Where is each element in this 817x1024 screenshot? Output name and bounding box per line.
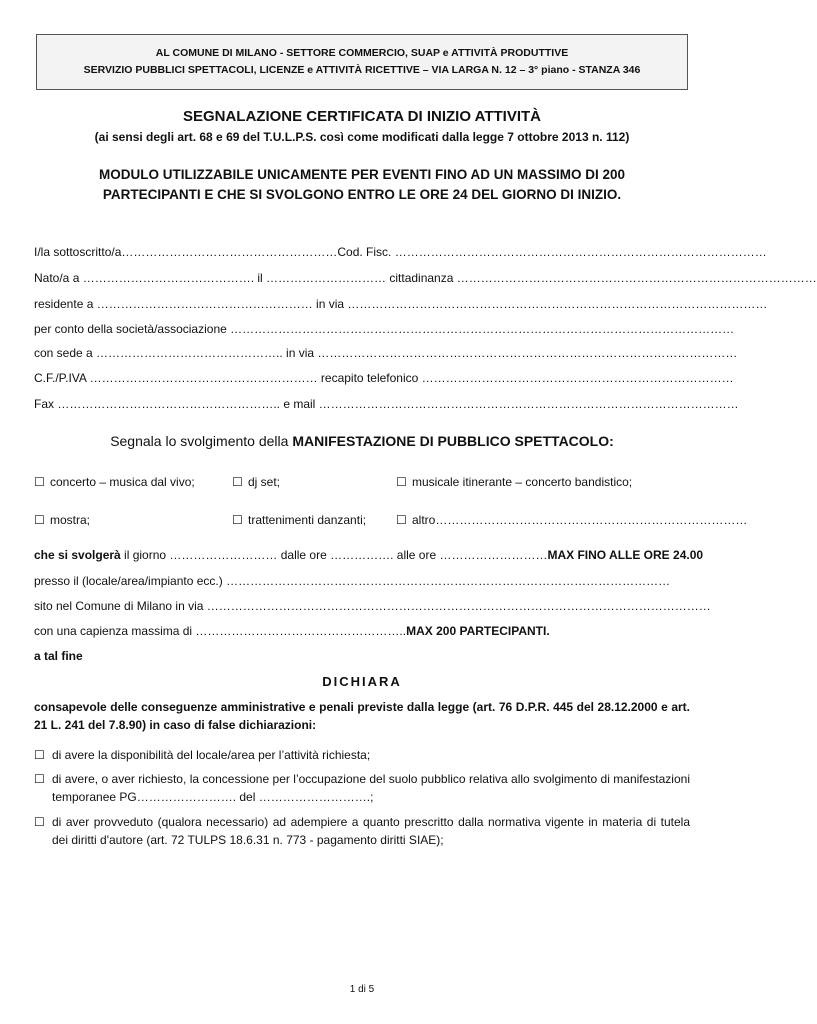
- field-svolgimento[interactable]: [34, 546, 704, 564]
- checkbox-icon[interactable]: ☐: [34, 772, 45, 786]
- capienza-text: con una capienza massima di ……………………………………………..: [34, 624, 407, 638]
- modulo-notice-line1: MODULO UTILIZZABILE UNICAMENTE PER EVENTI FINO AD UN MASSIMO DI 200: [98, 167, 626, 182]
- dichiara-item-1[interactable]: [34, 746, 690, 764]
- consapevole-paragraph: consapevole delle conseguenze amministrative e penali previste dalla legge (art. 76 D.P.R. 445 del 28.12.2000 e art. 21 L. 241 del 7.8.90) in caso di false dichiarazioni:: [34, 700, 690, 732]
- option-musicale[interactable]: [396, 475, 632, 489]
- field-sito[interactable]: sito nel Comune di Milano in via ………………………………………………………………………………………………………………: [34, 599, 711, 613]
- checkbox-icon[interactable]: ☐: [34, 815, 45, 829]
- document-title: SEGNALAZIONE CERTIFICATA DI INIZIO ATTIVITÀ: [182, 108, 542, 125]
- document-subtitle: (ai sensi degli art. 68 e 69 del T.U.L.P.S. così come modificati dalla legge 7 ottobre 2013 n. 112): [94, 130, 630, 144]
- option-trattenimenti[interactable]: [232, 513, 366, 527]
- field-fax-email[interactable]: Fax ……………………………………………….. e mail ……………………………………………………………………………………………: [34, 397, 739, 411]
- option-mostra[interactable]: [34, 513, 90, 527]
- office-header-box: [36, 34, 688, 90]
- segnala-heading: [0, 433, 724, 449]
- checkbox-icon[interactable]: ☐: [34, 748, 45, 762]
- field-conto[interactable]: per conto della società/associazione ………………………………………………………………………………………………………………: [34, 322, 735, 336]
- option-concerto-label: concerto – musica dal vivo;: [50, 475, 195, 489]
- field-cf-piva[interactable]: C.F./P.IVA ………………………………………………… recapito telefonico ……………………………………………………………………: [34, 371, 734, 385]
- modulo-notice: [0, 165, 724, 205]
- dichiara-heading: DICHIARA: [322, 674, 402, 689]
- capienza-max: MAX 200 PARTECIPANTI.: [406, 624, 550, 638]
- checkbox-icon[interactable]: ☐: [232, 475, 243, 489]
- dichiara-item-2-label: di avere, o aver richiesto, la concessione per l’occupazione del suolo pubblico relativa allo svolgimento di manifestazioni temporanee PG……………………. del ……………………….;: [52, 772, 690, 804]
- option-concerto[interactable]: [34, 475, 195, 489]
- field-sottoscritto[interactable]: I/la sottoscritto/a………………………………………………Cod. Fisc. …………………………………………………………………………………: [34, 245, 767, 259]
- checkbox-icon[interactable]: ☐: [396, 475, 407, 489]
- option-djset[interactable]: [232, 475, 280, 489]
- dichiara-item-2[interactable]: [34, 770, 690, 806]
- option-altro[interactable]: [396, 513, 748, 527]
- option-trattenimenti-label: trattenimenti danzanti;: [248, 513, 367, 527]
- svolgera-bold: che si svolgerà: [34, 548, 121, 562]
- office-header-line2: SERVIZIO PUBBLICI SPETTACOLI, LICENZE e ATTIVITÀ RICETTIVE – VIA LARGA N. 12 – 3° piano - STANZA 346: [83, 64, 641, 76]
- option-djset-label: dj set;: [248, 475, 281, 489]
- max-ore: MAX FINO ALLE ORE 24.00: [547, 548, 704, 562]
- field-capienza[interactable]: [34, 622, 690, 640]
- segnala-bold: MANIFESTAZIONE DI PUBBLICO SPETTACOLO:: [292, 433, 614, 449]
- dichiara-item-3[interactable]: [34, 813, 690, 849]
- office-header-line1: AL COMUNE DI MILANO - SETTORE COMMERCIO, SUAP e ATTIVITÀ PRODUTTIVE: [155, 47, 569, 59]
- segnala-prefix: Segnala lo svolgimento della: [110, 433, 293, 449]
- svolgera-text: il giorno ……………………… dalle ore ……………. alle ore ………………………: [120, 548, 548, 562]
- checkbox-icon[interactable]: ☐: [396, 513, 407, 527]
- option-altro-label: altro……………………………………………………………………: [412, 513, 748, 527]
- dichiara-item-1-label: di avere la disponibilità del locale/area per l’attività richiesta;: [52, 748, 371, 762]
- field-sede[interactable]: con sede a ……………………………………….. in via ……………………………………………………………………………………………: [34, 346, 738, 360]
- modulo-notice-line2: PARTECIPANTI E CHE SI SVOLGONO ENTRO LE ORE 24 DEL GIORNO DI INIZIO.: [102, 187, 622, 202]
- page-number: 1 di 5: [349, 984, 375, 995]
- option-musicale-label: musicale itinerante – concerto bandistico;: [412, 475, 633, 489]
- checkbox-icon[interactable]: ☐: [232, 513, 243, 527]
- field-nato[interactable]: Nato/a a ……………………………………. il ………………………… cittadinanza ………………………………………………………………………………: [34, 271, 817, 285]
- checkbox-icon[interactable]: ☐: [34, 513, 45, 527]
- field-residente[interactable]: residente a ……………………………………………… in via ……………………………………………………………………………………………: [34, 297, 768, 311]
- option-mostra-label: mostra;: [50, 513, 91, 527]
- checkbox-icon[interactable]: ☐: [34, 475, 45, 489]
- dichiara-item-3-label: di aver provveduto (qualora necessario) ad adempiere a quanto prescritto dalla normativa vigente in materia di tutela dei diritti d'autore (art. 72 TULPS 18.6.31 n. 773 - pagamento diritti SIAE);: [52, 815, 690, 847]
- field-presso[interactable]: presso il (locale/area/impianto ecc.) …………………………………………………………………………………………………: [34, 574, 671, 588]
- tal-fine: a tal fine: [34, 649, 83, 663]
